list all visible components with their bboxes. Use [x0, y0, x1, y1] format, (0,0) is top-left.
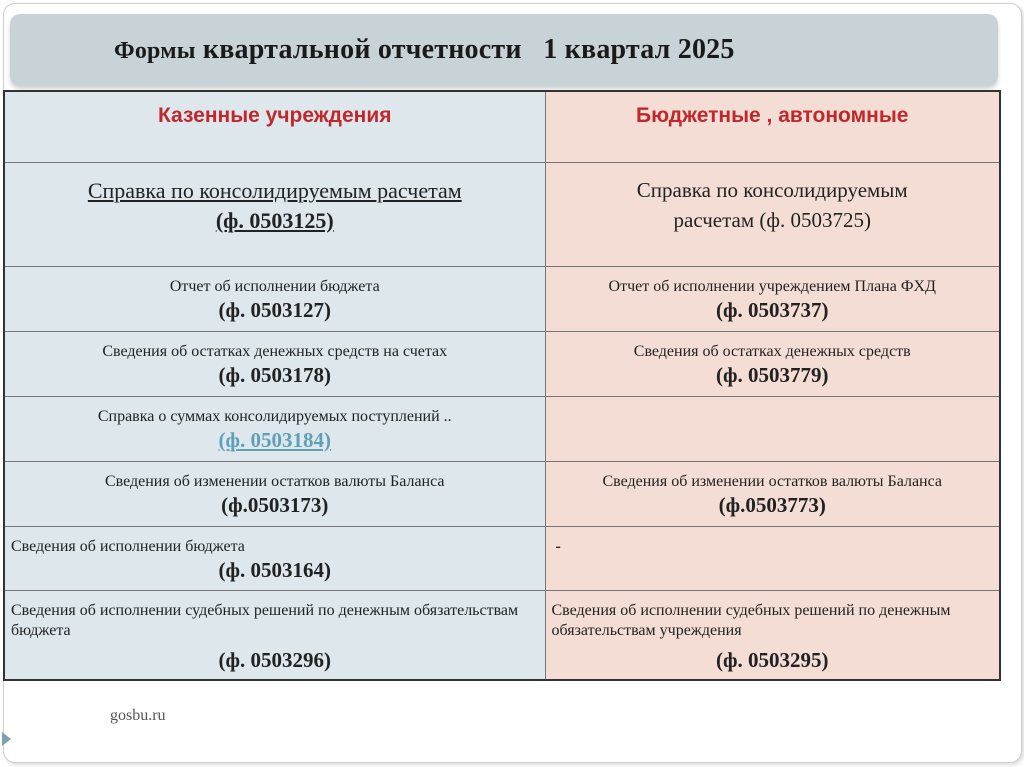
form-description: Отчет об исполнении бюджета [169, 277, 380, 295]
table-row [4, 396, 1000, 461]
form-code: 0503725) [790, 207, 871, 232]
form-code: (ф. 0503295) [715, 647, 829, 672]
table-row [4, 162, 1000, 266]
form-description: Справка о суммах консолидируемых поступлений .. [97, 407, 452, 425]
form-code: (ф. 0503296) [218, 647, 332, 672]
corner-arrow-icon [2, 732, 11, 746]
form-code-link[interactable]: (ф. 0503184) [218, 427, 332, 452]
form-code: (ф.0503773) [718, 492, 826, 517]
form-description: Справка по консолидируемым [636, 177, 908, 202]
form-description: Сведения об исполнении судебных решений по денежным обязательствам учреждения [551, 601, 951, 639]
table-row [4, 266, 1000, 331]
form-description: - [555, 537, 561, 555]
cell-right [545, 331, 1000, 396]
form-description: Сведения об изменении остатков валюты Баланса [602, 472, 943, 490]
cell-right [545, 590, 1000, 680]
cell-left [4, 461, 545, 526]
cell-left [4, 526, 545, 590]
page-title [114, 34, 735, 66]
title-part1: Формы [114, 38, 196, 64]
footer-source: gosbu.ru [110, 707, 166, 724]
cell-right [545, 266, 1000, 331]
table-row [4, 526, 1000, 590]
cell-right [545, 526, 1000, 590]
form-code: (ф. 0503737) [715, 297, 829, 322]
form-description-line2 [546, 205, 1000, 235]
table-header-row [4, 91, 1000, 162]
cell-left [4, 266, 545, 331]
cell-left [4, 331, 545, 396]
form-code: (ф. 0503125) [215, 207, 334, 233]
cell-right-empty [545, 396, 1000, 461]
table-row [4, 331, 1000, 396]
cell-right [545, 461, 1000, 526]
title-bar [10, 14, 998, 86]
form-code: (ф. 0503178) [218, 362, 332, 387]
header-left: Казенные учреждения [4, 91, 545, 162]
form-code: (ф. 0503779) [715, 362, 829, 387]
form-code: (ф. 0503164) [218, 557, 332, 582]
form-description: Отчет об исполнении учреждением Плана ФХД [608, 277, 936, 295]
cell-right [545, 162, 1000, 266]
cell-left [4, 396, 545, 461]
form-code: (ф.0503173) [221, 492, 329, 517]
form-description: Сведения об остатках денежных средств [633, 342, 911, 360]
cell-left [4, 590, 545, 680]
table-row [4, 590, 1000, 680]
title-part2: квартальной отчетности 1 квартал 2025 [202, 34, 735, 65]
cell-left [4, 162, 545, 266]
form-description: Сведения об исполнении судебных решений по денежным обязательствам бюджета [11, 601, 519, 639]
form-description: Справка по консолидируемым расчетам [87, 177, 462, 203]
form-description: Сведения об остатках денежных средств на счетах [102, 342, 448, 360]
forms-table [3, 90, 1001, 681]
table-row [4, 461, 1000, 526]
form-description: Сведения об исполнении бюджета [11, 537, 245, 555]
header-right: Бюджетные , автономные [545, 91, 1000, 162]
form-code: (ф. 0503127) [218, 297, 332, 322]
form-description: Сведения об изменении остатков валюты Баланса [104, 472, 445, 490]
form-description-part: расчетам (ф. [673, 207, 786, 232]
